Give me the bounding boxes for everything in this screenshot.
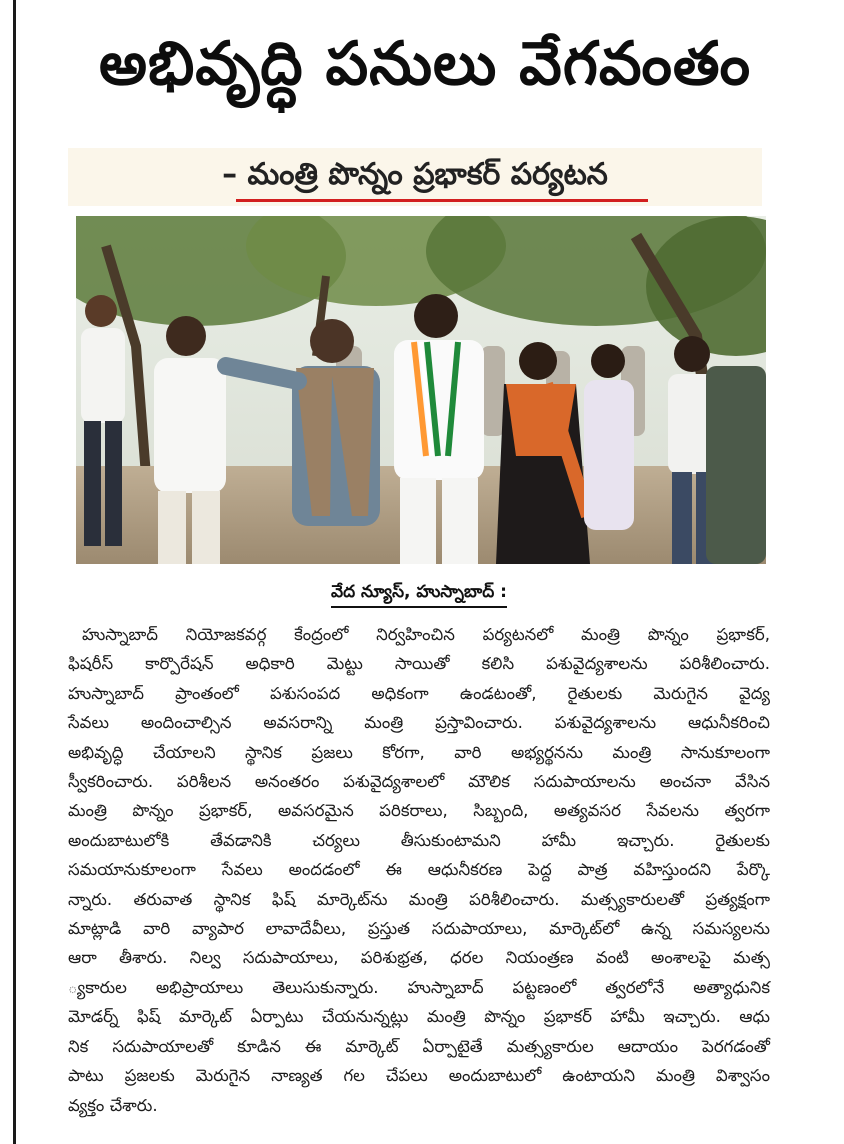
headline: అభివృద్ధి పనులు వేగవంతం [98,29,752,99]
article-body-line: మాట్లాడి వారి వ్యాపార లావాదేవీలు, ప్రస్తుత సదుపాయాలు, మార్కెట్‌లో ఉన్న సమస్యలను [68,919,770,939]
article-body-line: ఫిషరీస్ కార్పొరేషన్ అధికారి మెట్టు సాయితో కలిసి పశువైద్యశాలను పరిశీలించారు. [68,654,770,674]
article-body-line: వ్యక్తం చేశారు. [68,1095,158,1115]
article-body-line: అందుబాటులోకి తేవడానికి చర్యలు తీసుకుంటామని హామీ ఇచ్చారు. రైతులకు [68,830,770,850]
article-body-line: మోడర్న్ ఫిష్ మార్కెట్ ఏర్పాటు చేయనున్నట్లు మంత్రి పొన్నం ప్రభాకర్ హామీ ఇచ్చారు. ఆధు [68,1007,770,1027]
article-body-line: సమయానుకూలంగా సేవలు అందడంలో ఈ ఆధునీకరణ పెద్ద పాత్ర వహిస్తుందని పేర్కొ [68,860,770,880]
photo-illustration [76,216,766,564]
article-body-line: అభివృద్ధి చేయాలని స్థానిక ప్రజలు కోరగా, వారి అభ్యర్థనను మంత్రి సానుకూలంగా [68,742,770,762]
article-body-line: పాటు ప్రజలకు మెరుగైన నాణ్యత గల చేపలు అందుబాటులో ఉంటాయని మంత్రి విశ్వాసం [68,1066,770,1086]
article-body-line: హుస్నాబాద్ ప్రాంతంలో పశుసంపద అధికంగా ఉండటంతో, రైతులకు మెరుగైన వైద్య [68,683,770,703]
article-body-line: హుస్నాబాద్ నియోజకవర్గ కేంద్రంలో నిర్వహించిన పర్యటనలో మంత్రి పొన్నం ప్రభాకర్, [82,625,770,644]
article-body-line: మంత్రి పొన్నం ప్రభాకర్, అవసరమైన పరికరాలు, సిబ్బంది, అత్యవసర సేవలను త్వరగా [68,801,770,821]
article-body-line: ఆరా తీశారు. నిల్వ సదుపాయాలు, పరిశుభ్రత, ధరల నియంత్రణ వంటి అంశాలపై మత్స [68,948,770,968]
subheadline: – మంత్రి పొన్నం ప్రభాకర్ పర్యటన [222,157,608,192]
dateline: వేద న్యూస్, హుస్నాబాద్ : [331,580,507,608]
article-body-line: స్వీకరించారు. పరిశీలన అనంతరం పశువైద్యశాలలో మౌలిక సదుపాయాలను అంచనా వేసిన [68,772,770,792]
article-body [68,620,770,1120]
subheadline-underline [236,199,648,202]
column-rule [13,0,16,1144]
article-body-line: నిక సదుపాయాలతో కూడిన ఈ మార్కెట్ ఏర్పాటైతే మత్స్యకారుల ఆదాయం పెరగడంతో [68,1036,770,1056]
article-body-line: ్యకారుల అభిప్రాయాలు తెలుసుకున్నారు. హుస్నాబాద్ పట్టణంలో త్వరలోనే అత్యాధునిక [68,977,770,997]
article-body-line: న్నారు. తరువాత స్థానిక ఫిష్ మార్కెట్‌ను మంత్రి పరిశీలించారు. మత్స్యకారులతో ప్రత్యక్షంగా [68,889,770,909]
news-photo [76,216,766,564]
article-body-line: సేవలు అందించాల్సిన అవసరాన్ని మంత్రి ప్రస్తావించారు. పశువైద్యశాలను ఆధునీకరించి [68,713,770,733]
